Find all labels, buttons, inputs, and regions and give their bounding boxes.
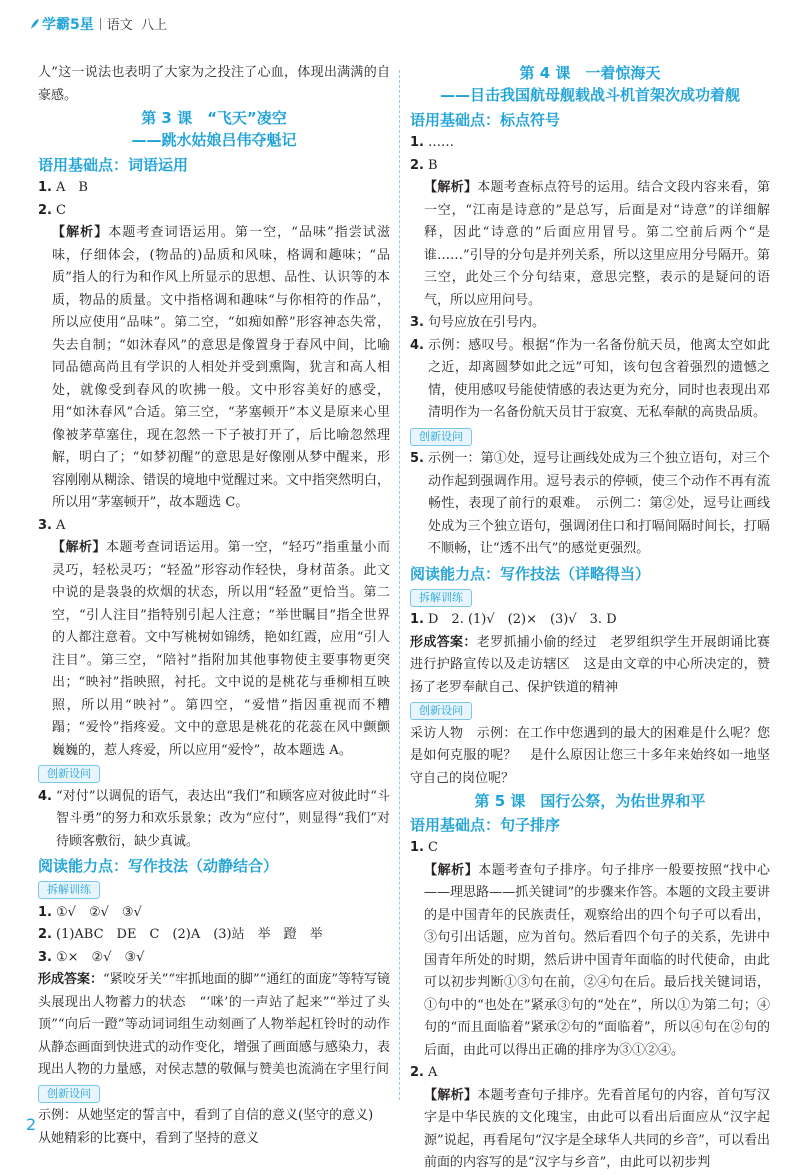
answer-text: A (56, 517, 66, 533)
order-question-1 (410, 837, 770, 860)
question-1 (410, 132, 770, 155)
formed-answer (410, 632, 770, 700)
training-tag: 拆解训练 (410, 589, 472, 607)
question-2 (410, 155, 770, 178)
header-grade-sep (133, 18, 141, 33)
section-reading: 阅读能力点：写作技法（动静结合） (38, 857, 279, 875)
page-number: 2 (26, 1115, 37, 1134)
answer-text: ①√ ②√ ③√ (56, 904, 142, 920)
formed-answer-label: 形成答案： (38, 972, 104, 987)
question-2 (38, 200, 390, 223)
explanation-text: 本题考查词语运用。第一空，“轻巧”指重量小而灵巧，轻松灵巧；“轻盈”形容动作轻快，身材苗条。此文中说的是袅袅的炊烟的状态，所以用“轻盈”更恰当。第二空，“引人注目”指特别引起人注意；“举世瞩目”指全世界的人都注意着。文中写桃树如锦绣，艳如红霞，应用“引人注目”。第三空，“陪衬”指附加其他事物使主要事物更突出；“映衬”指映照，衬托。文中说的是桃花与垂柳相互映照，所以用“映衬”。第四空，“爱惜”指因重视而不糟蹋；“爱怜”指疼爱。文中的意思是桃花的花蕊在风中颤颤巍巍的，惹人疼爱，所以应用“爱怜”，故本题选 A。 (52, 540, 390, 758)
question-number: 2. (410, 157, 424, 173)
question-4 (38, 786, 390, 854)
page-header (0, 0, 800, 40)
question-number: 2. (38, 927, 52, 942)
question-number: 5. (410, 451, 424, 466)
answer-text: 示例一：第①处，逗号让画线处成为三个独立语句，对三个动作起到强调作用。逗号表示的停顿，使三个动作不再有流畅性，表现了前行的艰难。 示例二：第②处，逗号让画线处成为三个独立语句，强调闭住口和打嗝间隔时间长，打嗝不顺畅，让“透不出气”的感觉更强烈。 (428, 451, 770, 556)
analysis-tag: 【解析】 (424, 180, 478, 195)
formed-answer (38, 969, 404, 1082)
lesson4-subtitle: ——目击我国航母舰载战斗机首架次成功着舰 (439, 86, 740, 104)
explanation-2 (38, 222, 390, 515)
section-sentence-order: 语用基础点：句子排序 (410, 816, 561, 834)
question-number: 3. (38, 949, 52, 965)
left-column (38, 62, 404, 1150)
training-3 (38, 947, 390, 970)
section-punctuation: 语用基础点：标点符号 (410, 111, 561, 129)
question-number: 4. (410, 337, 424, 353)
header-subject: 语文 (106, 18, 133, 33)
question-number: 1. (410, 135, 424, 150)
question-number: 1. (410, 840, 424, 855)
explanation-text: 本题考查句子排序。句子排序一般要按照“找中心——理思路——抓关键词”的步骤来作答。本题的文段主要讲的是中国青年的民族责任，观察给出的四个句子可以看出，③句引出话题，应为首句。然后看四个句子的关系，先讲中国青年所处的时期，然后讲中国青年面临的时代使命，由此可以初步判断①③句在前，②④句在后。最后找关键词语，①句中的“也处在”紧承③句的“处在”，所以①为第二句；④句的“而且面临着”紧承②句的“面临着”，所以④句在②句的后面，由此可以得出正确的排序为③①②④。 (424, 862, 770, 1058)
order-explanation-1 (410, 860, 770, 1063)
training-2 (38, 924, 390, 947)
answer-text: 句号应放在引号内。 (428, 315, 546, 330)
question-1 (38, 177, 390, 200)
question-number: 1. (38, 180, 52, 195)
section-vocab: 语用基础点：词语运用 (38, 156, 189, 174)
order-explanation-2 (410, 1085, 770, 1175)
lesson4-title: 第 4 课 一着惊海天 (519, 64, 661, 82)
question-number: 3. (410, 315, 424, 330)
answer-text: D 2. (1)√ (2)× (3)√ 3. D (428, 612, 617, 627)
formed-answer-text: 老罗抓捕小偷的经过 老罗组织学生开展朗诵比赛进行护路宣传以及走访辖区 这是由文章的中心所决定的，赞扬了老罗奉献自己、保护铁道的精神 (410, 634, 770, 695)
section-reading: 阅读能力点：写作技法（详略得当） (410, 564, 651, 583)
formed-answer-label: 形成答案： (410, 634, 477, 650)
innovation-text: 采访人物 示例：在工作中您遇到的最大的困难是什么呢？您是如何克服的呢？ 是什么原因让您三十多年来始终如一地坚守自己的岗位呢？ (410, 725, 770, 786)
brand-name: 学霸5星 (42, 17, 94, 33)
explanation-text: 本题考查词语运用。第一空，“品味”指尝试滋味，仔细体会，(物品的)品质和风味，格调和趣味；“品质”指人的行为和作风上所显示的思想、品性、认识等的本质，物品的质量。文中指格调和趣味“与你相符的作品”，所以应使用“品味”。第二空，“如痴如醉”形容神态失常，失去自制；“如沐春风”的意思是像置身于春风中间，比喻同品德高尚且有学识的人相处并受到熏陶，犹言和高人相处，就像受到春风的吹拂一般。文中形容美好的感受，用“如沐春风”合适。第三空，“茅塞顿开”本义是原来心里像被茅草塞住，现在忽然一下子被打开了，后比喻忽然理解，明白了；“如梦初醒”的意思是好像刚从梦中醒来，形容刚刚从糊涂、错误的境地中觉醒过来。文中指突然明白，所以用“茅塞顿开”，故本题选 C。 (52, 225, 391, 510)
question-3 (410, 312, 770, 335)
training-1 (38, 902, 390, 925)
answer-text: A B (56, 180, 88, 195)
answer-text: …… (428, 135, 454, 150)
training-tag: 拆解训练 (38, 881, 100, 899)
analysis-tag: 【解析】 (424, 1087, 478, 1103)
innovation-tag: 创新设问 (38, 765, 100, 783)
question-number: 2. (410, 1065, 424, 1080)
question-number: 1. (38, 904, 52, 920)
formed-answer-text: “紧咬牙关”“牢抓地面的脚”“通红的面庞”等特写镜头展现出人物蓄力的状态 “‘咪’的一声站了起来”“举过了头顶”“向后一蹬”等动词词组生动刻画了人物举起杠铃时的动作 从静态画面到快进式的动作变化，增强了画面感与感染力，表现出人物的力量感，对侯志慧的敬佩与赞美也流淌在字里行间 (38, 972, 404, 1077)
innovation-text-2: 从她精彩的比赛中，看到了坚持的意义 (38, 1130, 260, 1146)
answer-text: “对付”以调侃的语气，表达出“我们”和顾客应对彼此时“斗智斗勇”的努力和欢乐景象；改为“应付”，则显得“我们”对待顾客敷衍，缺少真诚。 (56, 788, 390, 849)
explanation-text: 本题考查标点符号的运用。结合文段内容来看，第一空，“江南是诗意的”是总写，后面是对“诗意”的详细解释，因此“诗意的”后面应用冒号。第二空前后两个“是谁……”引导的分句是并列关系，所以这里应用分号隔开。第三空，此处三个分句结束，意思完整，表示的是疑问的语气，所以应用问号。 (424, 180, 770, 308)
question-4 (410, 335, 770, 425)
lesson5-title: 第 5 课 国行公祭，为佑世界和平 (474, 792, 706, 810)
column-divider (399, 70, 400, 1100)
answer-text: ①× ②√ ③√ (56, 949, 145, 965)
training-answers (410, 609, 770, 632)
question-number: 1. (410, 612, 424, 627)
intro-text: 人”这一说法也表明了大家为之投注了心血，体现出满满的自豪感。 (38, 65, 390, 103)
brand-logo (30, 14, 167, 34)
analysis-tag: 【解析】 (52, 225, 109, 240)
answer-text: 示例：感叹号。根据“作为一名备份航天员，他离太空如此之近，却离圆梦如此之远”可知，该句包含着强烈的遗憾之情，使用感叹号能使情感的表达更为充分，同时也表现出邓清明作为一名备份航天员甘于寂寞、无私奉献的高贵品质。 (428, 337, 770, 420)
explanation-3 (38, 537, 390, 762)
innovation-text-1: 示例：从她坚定的誓言中，看到了自信的意义(坚守的意义) (38, 1108, 374, 1123)
analysis-tag: 【解析】 (52, 540, 107, 555)
header-grade: 八上 (141, 18, 168, 33)
order-question-2 (410, 1062, 770, 1085)
question-number: 3. (38, 517, 52, 533)
question-number: 2. (38, 202, 52, 218)
feather-icon (30, 18, 40, 30)
answer-text: A (428, 1065, 438, 1080)
header-separator (100, 18, 101, 30)
answer-text: B (428, 157, 438, 173)
question-number: 4. (38, 788, 52, 804)
explanation-text: 本题考查句子排序。先看首尾句的内容，首句写汉字是中华民族的文化瑰宝，由此可以看出后面应从“汉字起源”说起，再看尾句“汉字是全球华人共同的乡音”，可以看出前面的内容写的是“汉字与乡音”，由此可以初步判 (424, 1087, 770, 1170)
innovation-tag-2: 创新设问 (410, 702, 472, 720)
explanation-2 (410, 177, 770, 312)
question-3 (38, 515, 390, 538)
answer-text: C (428, 840, 438, 855)
innovation-tag: 创新设问 (410, 428, 472, 446)
lesson3-title: 第 3 课 “飞天”凌空 (141, 109, 287, 127)
analysis-tag: 【解析】 (424, 862, 479, 878)
right-column (410, 62, 770, 1175)
question-5 (410, 448, 770, 561)
answer-text: C (56, 202, 66, 218)
answer-text: (1)ABC DE C (2)A (3)站 举 蹬 举 (56, 927, 323, 942)
innovation-tag-2: 创新设问 (38, 1085, 100, 1103)
lesson3-subtitle: ——跳水姑娘吕伟夺魁记 (131, 131, 297, 149)
